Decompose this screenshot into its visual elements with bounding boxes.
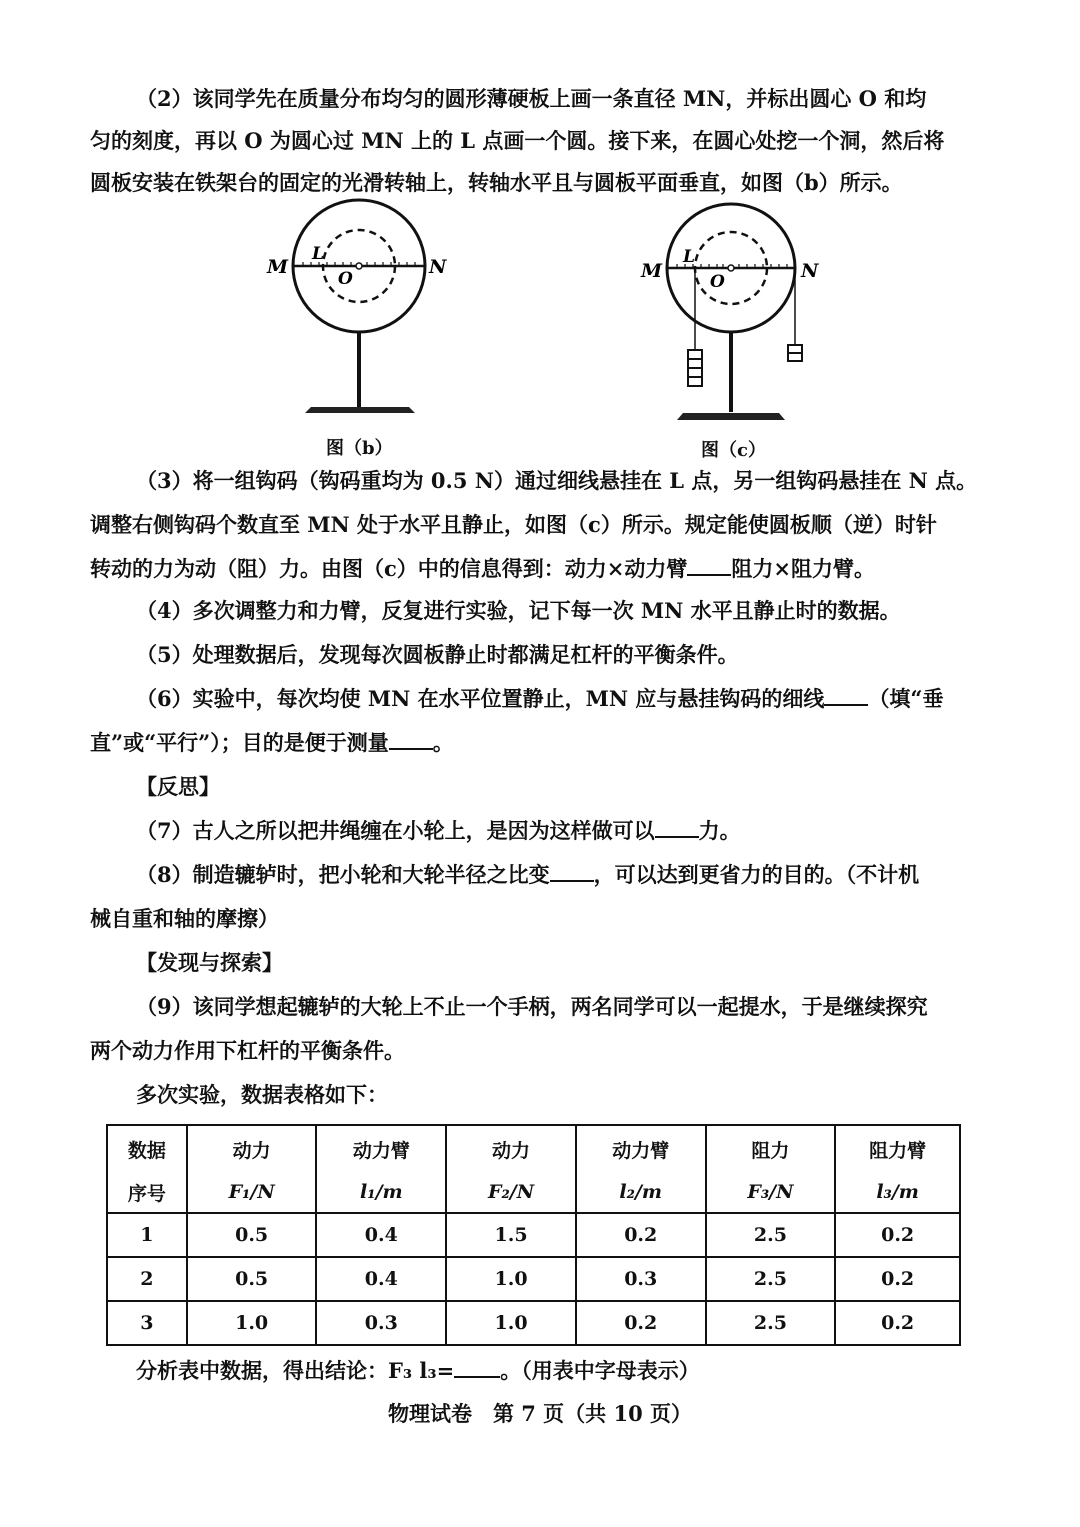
q6-line-2-text-b: 。 (432, 730, 454, 755)
table-cell: 0.5 (187, 1257, 317, 1301)
header-cell: 序号 (107, 1172, 187, 1213)
table-cell: 1 (107, 1213, 187, 1257)
table-cell: 0.4 (316, 1257, 446, 1301)
page-footer: 物理试卷 第 7 页（共 10 页） (387, 1401, 693, 1426)
header-cell: l₃/m (835, 1172, 960, 1213)
header-cell: F₁/N (187, 1172, 317, 1213)
header-cell: 动力 (446, 1125, 576, 1172)
center-hole-b (356, 263, 362, 269)
label-o-b: O (338, 269, 353, 289)
q8-text-a: （8）制造辘轳时，把小轮和大轮半径之比变 (136, 862, 550, 887)
table-cell: 0.3 (316, 1301, 446, 1345)
q6-line-2 (90, 722, 990, 764)
label-l-c: L (683, 247, 695, 267)
weights-right-c (788, 345, 802, 361)
header-cell: 阻力臂 (835, 1125, 960, 1172)
label-o-c: O (710, 272, 725, 292)
conclusion-line (136, 1350, 1036, 1392)
table-cell: 0.5 (187, 1213, 317, 1257)
table-cell: 1.0 (446, 1257, 576, 1301)
table-cell: 1.0 (187, 1301, 317, 1345)
answer-blank-q3[interactable] (687, 552, 731, 576)
table-cell: 0.2 (835, 1213, 960, 1257)
table-cell: 0.2 (835, 1257, 960, 1301)
table-cell: 2 (107, 1257, 187, 1301)
q8-text-b: ，可以达到更省力的目的。（不计机 (593, 862, 920, 887)
q3-line-3 (90, 548, 990, 590)
answer-blank-q6-direction[interactable] (824, 682, 868, 706)
table-intro: 多次实验，数据表格如下： (136, 1082, 388, 1107)
table-row (107, 1213, 960, 1257)
q3-line-3-text-b: 阻力×阻力臂。 (731, 556, 875, 581)
conclusion-text-a: 分析表中数据，得出结论：F₃ l₃= (136, 1358, 455, 1383)
table-cell: 2.5 (706, 1213, 836, 1257)
figure-b (255, 195, 465, 425)
q6-line-2-text-a: 直”或“平行”）；目的是便于测量 (90, 730, 389, 755)
center-hole-c (728, 265, 734, 271)
table-cell: 0.2 (576, 1301, 706, 1345)
q3-line-1: （3）将一组钩码（钩码重均为 0.5 N）通过细线悬挂在 L 点，另一组钩码悬挂在 N 点。 (136, 468, 978, 493)
q2-line-1: （2）该同学先在质量分布均匀的圆形薄硬板上画一条直径 MN，并标出圆心 O 和均 (136, 86, 927, 111)
q3-line-3-text-a: 转动的力为动（阻）力。由图（c）中的信息得到：动力×动力臂 (90, 556, 688, 581)
conclusion-text-b: 。（用表中字母表示） (500, 1358, 700, 1383)
stand-base-c (677, 413, 785, 420)
header-cell: F₂/N (446, 1172, 576, 1213)
table-row (107, 1301, 960, 1345)
table-header-row-top (107, 1125, 960, 1172)
header-cell: l₁/m (316, 1172, 446, 1213)
answer-blank-conclusion[interactable] (454, 1354, 500, 1378)
header-cell: 数据 (107, 1125, 187, 1172)
stand-base-b (305, 407, 415, 413)
table-cell: 0.2 (835, 1301, 960, 1345)
q8-line-1 (136, 854, 1036, 896)
label-n-c: N (801, 260, 819, 282)
q2-line-2: 匀的刻度，再以 O 为圆心过 MN 上的 L 点画一个圆。接下来，在圆心处挖一个洞，然后将 (90, 128, 945, 153)
q6-line-1 (136, 678, 1036, 720)
q3-line-2: 调整右侧钩码个数直至 MN 处于水平且静止，如图（c）所示。规定能使圆板顺（逆）时针 (90, 512, 937, 537)
answer-blank-q8[interactable] (550, 858, 594, 882)
table-cell: 3 (107, 1301, 187, 1345)
header-cell: 动力 (187, 1125, 317, 1172)
q9-line-2: 两个动力作用下杠杆的平衡条件。 (90, 1038, 405, 1063)
data-table (106, 1124, 961, 1346)
reflect-heading: 【反思】 (136, 774, 220, 799)
q2-line-3: 圆板安装在铁架台的固定的光滑转轴上，转轴水平且与圆板平面垂直，如图（b）所示。 (90, 170, 903, 195)
table-cell: 2.5 (706, 1257, 836, 1301)
header-cell: F₃/N (706, 1172, 836, 1213)
header-cell: 动力臂 (576, 1125, 706, 1172)
label-m-c: M (641, 260, 663, 282)
answer-blank-q6-measure[interactable] (389, 726, 433, 750)
q4-line: （4）多次调整力和力臂，反复进行实验，记下每一次 MN 水平且静止时的数据。 (136, 598, 901, 623)
table-cell: 0.2 (576, 1213, 706, 1257)
table-row (107, 1257, 960, 1301)
table-cell: 0.4 (316, 1213, 446, 1257)
label-n-b: N (429, 256, 447, 278)
q5-line: （5）处理数据后，发现每次圆板静止时都满足杠杆的平衡条件。 (136, 642, 739, 667)
table-cell: 1.5 (446, 1213, 576, 1257)
q7-text-a: （7）古人之所以把井绳缠在小轮上，是因为这样做可以 (136, 818, 655, 843)
weights-left-c (688, 350, 702, 386)
label-m-b: M (267, 256, 289, 278)
label-l-b: L (312, 244, 324, 264)
q8-line-2: 械自重和轴的摩擦） (90, 906, 279, 931)
q7-text-b: 力。 (698, 818, 741, 843)
caption-c: 图（c） (701, 440, 766, 461)
answer-blank-q7[interactable] (655, 814, 699, 838)
q6-line-1-text-a: （6）实验中，每次均使 MN 在水平位置静止，MN 应与悬挂钩码的细线 (136, 686, 825, 711)
header-cell: l₂/m (576, 1172, 706, 1213)
figure-c (635, 200, 835, 425)
caption-b: 图（b） (326, 438, 393, 459)
table-header-row-bottom (107, 1172, 960, 1213)
table-cell: 0.3 (576, 1257, 706, 1301)
q6-line-1-text-b: （填“垂 (868, 686, 944, 711)
table-cell: 2.5 (706, 1301, 836, 1345)
explore-heading: 【发现与探索】 (136, 950, 283, 975)
q9-line-1: （9）该同学想起辘轳的大轮上不止一个手柄，两名同学可以一起提水，于是继续探究 (136, 994, 928, 1019)
header-cell: 阻力 (706, 1125, 836, 1172)
table-cell: 1.0 (446, 1301, 576, 1345)
q7-line (136, 810, 1036, 852)
header-cell: 动力臂 (316, 1125, 446, 1172)
